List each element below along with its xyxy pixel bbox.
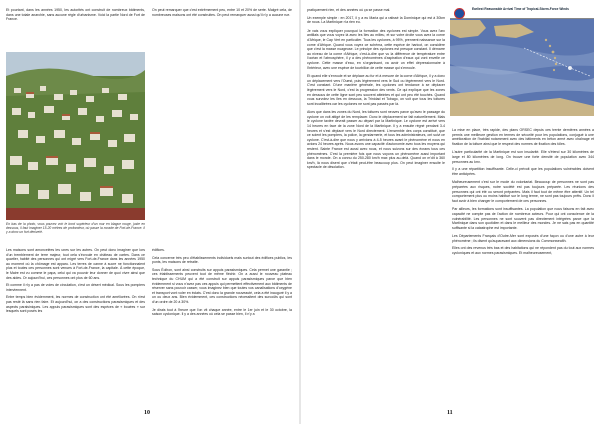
paragraph: Entre temps bien évidemment, les normes de construction ont été améliorées. On n'est pas resté là sans rien faire. Et aujourd'hui, on a des constructions parasismiques et des aspects paraisiniques. Les appuis parasismiques sont des espèces de « bouées » sur lesquels sont posés les	[6, 295, 145, 314]
right-page-column-2	[452, 128, 594, 408]
page-number-right: 11	[447, 410, 453, 416]
paragraph: Les maisons sont amoncelées les unes sur les autres. On peut donc imaginer que lors d'un tremblement de terre majeur, tout cela s'écroule en château de cartes. Dans ce quartier, habité des personnes qui ont migré vers Fort-de-France dans les années 1950 au moment où la chômage est apparu. Les terres de canne à sucre ne fonctionnaient plus et toutes ces personnes sont venues à Fort-de-France, la capitale. À cette époque, le Maire est vu comme le papa, celui qui va pouvoir leur donner de quoi vivre ainsi que des aides. Or aujourd'hui, ces personnes ont plus de 60 ans.	[6, 248, 145, 280]
paragraph: Et comme il n'y a pas de voies de circulation, c'est un désert médical. Sous les pompiers interviennent.	[6, 283, 145, 292]
page-number-left: 10	[144, 410, 150, 416]
paragraph: La mise en place, très rapide, des plans ORSEC depuis ces trente dernières années a permis une meilleure gestion en termes de sécurité pour les populations, conjugué à une amélioration de l'habitat notamment avec des bâtiments en béton armé avec chaînage et fixation de la toiture ainsi que le respect des normes de fixation des tôles.	[452, 128, 594, 146]
noaa-logo-icon	[454, 8, 465, 19]
paragraph: Par ailleurs, les formations sont insuffisantes. La population que nous faisons en fait avec capacité ne compte pas de l'action de nombreux acteurs. Pour qui ont conscience de la vulnérabilité. Les personnes ne sont souvent pas directement intégrées parce que la Martinique dans son quotidien et dans le meilleur des mondes. Je ne sais pas en quantité suffisante si la catastrophe est importante.	[452, 207, 594, 230]
paragraph: Et quand elle s'enroule et se déplace au fur et à mesure de la corne d'Afrique, il y a donc un déplacement vers l'Ouest, puis légèrement vers le Sud ou légèrement vers le Nord. C'est constant. D'une manière générale, les cyclones ont tendance à se déplacer légèrement vers le Nord, c'est la progression des vents. Ce qui explique que les zones en dessous de cette ligne sont peu souvent atteintes et qui ont peu été touchés. Quand vous survolez les îles en dessous, la Trinidad et Tobago, on voit que tous les toitures sont incalibrées car les cyclones ne sont pas passés par là.	[307, 74, 445, 106]
right-column-top	[152, 8, 292, 52]
photo-caption-block	[6, 222, 145, 244]
paragraph: Malheureusement c'est sur le mode du volontariat. Beaucoup de personnes ne sont pas préparées aux risques, notre société est pas toujours préparée. Les réunions des personnes qui ont été ou seront préparées. Mais il faut tout de même être attentif. Un tel comportement plus ou moins habitué sur le long terme, ne sont pas toujours prêts. Donc il faut avoir à bien changer le comportement de ces personnes.	[452, 180, 594, 203]
paragraph: L'autre particularité de la Martinique est son insularité. Elle s'étend sur 30 kilomètres de large et 80 kilomètres de long. On trouve une forte densité de population avec 344 personnes au km².	[452, 150, 594, 164]
paragraph: pratiquement rien, et des années où ça se passe mal.	[307, 8, 391, 12]
hillside-town-photo	[6, 52, 145, 220]
photo-drawing	[6, 52, 145, 220]
left-column-lower	[6, 248, 145, 408]
map-header	[450, 6, 594, 19]
paragraph: Sous Éolhon, sont ainsi construits sur appuis parasismiques. Cela permet une garantie ; ces établissements peuvent tout de même fléchir. On a aussi le nouveau plateau technique du CHUM qui a été construit sur appuis parasismiques parce que bien évidemment si vous n'avez pas ces appuis qui permettent effectivement aux bâtiments de réserver sans pouvoir casser, vous imaginez bien que toutes vos canalisations d'oxygène et transport vont voler en éclats. C'est donc la grande nouveauté, cela a été inauguré il y a un ou deux ans. Bien évidemment, ces constructions nécessitent des surcoûts qui sont d'un ordre de 20 à 30%.	[152, 267, 292, 304]
right-page-column-1	[307, 8, 445, 406]
paragraph: Je vais vous expliquer pourquoi la formation des cyclones est simple. Vous avez l'arc antillais que vous voyez là avec les îles au milieu, et sur votre droite vous avez la corne d'Afrique, le Cap Vert en particulier. Tous les cyclones, à 95%, prennent naissance sur la corne d'Afrique. Quand vous voyez ce schéma, cette espèce de haricot, on considère que c'est la masse nuageuse. Le principe des cyclones est presque constant. Il démarre au niveau de la corne d'Afrique, c'est-à-dire que vu la différence de température entre l'océan et l'atmosphère, il y a des phénomènes d'aspiration d'eaux qui vont envelle ce cyclone. Cette masse d'eau, en s'organisant, va avoir un effet dépressionnaire à l'intérieur, avec une espèce de tourbillon de cette masse qui s'enroule.	[307, 28, 445, 70]
paragraph: Et pourtant, dans les années 1950, les autorités ont construit de nombreux bâtiments, dans une totale anarchie, sans aucune règle d'urbanisme. Voici la partie Nord de Fort de France.	[6, 8, 145, 22]
paragraph: On peut remarquer que c'est extrêmement peu, entre 10 et 20% de serte. Malgré cela, de nombreuses maisons ont été construites. On peut remarquer aussi qu'il n'y a aucune rue.	[152, 8, 292, 17]
left-page	[0, 0, 299, 424]
paragraph: édifices.	[152, 248, 165, 252]
map-drawing	[450, 6, 594, 116]
paragraph: Les Départements Français d'Outre-Mer sont exposés d'une façon ou d'une autre à leur phénomène ; ils disent qu'auparavant aux dimensions du Commonwealth.	[452, 234, 594, 243]
hurricane-arrival-map	[450, 6, 594, 116]
photo-caption: En bas de la photo, vous pouvez voir le bord supérieur d'un mur en blague rouge, juste en dessous, il faut imaginer 15-20 mètres de profondeur, où passe la rocade de Fort-de-France. Il y a donc un fort dénivelé.	[6, 222, 145, 235]
paragraph: Je dirais tout à l'heure que l'on vit chaque année, entre le 1er juin et le 30 octobre, la saison cyclonique. Il y a des années où cela se passe bien, il n'y a	[152, 307, 292, 317]
paragraph: Cela concerne très peu d'établissements individuels mais surtout des édifices publics, les ponts, les maisons de retraite.	[152, 255, 292, 265]
left-column-top	[6, 8, 145, 52]
right-column-lower	[152, 248, 292, 408]
paragraph: Alors que dans les zones du Nord, les toitures sont neuves parce qu'avec le passage du cyclone on voit attigé de les remplacer. Donc le déplacement se fait naturellement. Mais le cyclone taxiée devrait passer au départ par la Martinique. Le cyclone est arrivé vers 14 heures en face de la zone Nord de la Martinique. Il y a ensuite régné pendant 3-4 heures et s'est déplacé vers le Nord directement. L'ensemble des corps constitué, que ce soient les pompiers, la police, la gendarmerie, et tous les administrateurs, ont suivi ce cyclone. C'est-à-dire que nous y arrivions à 4-5 heures avant le phénomène et nous en avions 24 heures après. Nous avons une capacité d'autonomie avec tous les moyens qui restent. Sainte France est aussi avec nous, et nous suivons sur des écrans tous ces phénomènes. C'est la première fois que nous voyons un phénomène aussi important dans le monde. On a connu du 250-280 km/h max plus au-delà. Quand on m'dit à 360 km/h, là nous disent que c'était peut-être beaucoup plus. On peut imaginer ensuite le spectacle de désolation.	[307, 110, 445, 170]
paragraph: Il y a une répartition insuffisante. Celle-ci prévoit que les populations vulnérables doivent être anticipées.	[452, 167, 594, 176]
map-title: Earliest Reasonable Arrival Time of Tropical-Storm-Force Winds	[472, 7, 569, 11]
paragraph: Un exemple simple : en 2017, il y a eu Maria qui a ratissé la Dominique qui est à 30km de nous. La Martinique n'a rien eu.	[307, 15, 445, 25]
paragraph: Elles ont des revenus très bas et des habitations qui ne répondent pas du tout aux normes cycloniques et aux normes parasismiques. Et malheureusement,	[452, 246, 594, 256]
